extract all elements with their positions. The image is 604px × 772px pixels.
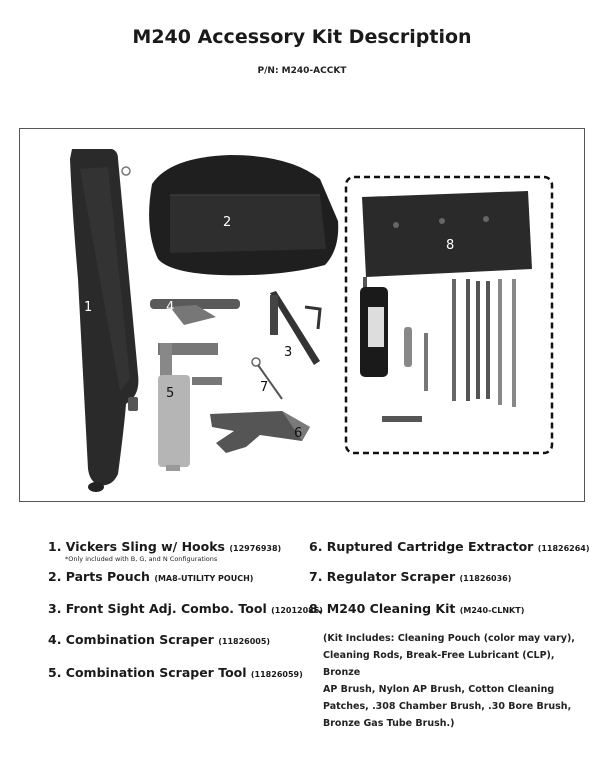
item-6-name: 6. Ruptured Cartridge Extractor (309, 539, 534, 554)
front-sight-tool-image (270, 291, 320, 365)
photo-label-7: 7 (260, 380, 269, 395)
photo-label-2: 2 (223, 215, 232, 230)
item-1-name: 1. Vickers Sling w/ Hooks (48, 539, 225, 554)
item-5-name: 5. Combination Scraper Tool (48, 665, 247, 680)
item-8-pn: (M240-CLNKT) (459, 606, 525, 615)
kit-includes-line: Patches, .308 Chamber Brush, .30 Bore Brush, (323, 701, 572, 712)
kit-includes-line: Cleaning Rods, Break-Free Lubricant (CLP), Bronze (323, 650, 555, 678)
photo-label-3: 3 (284, 345, 293, 360)
kit-includes-line: (Kit Includes: Cleaning Pouch (color may vary), (323, 633, 575, 644)
page-title: M240 Accessory Kit Description (132, 26, 472, 48)
kit-includes-line: Bronze Gas Tube Brush.) (323, 718, 455, 729)
item-4-name: 4. Combination Scraper (48, 632, 214, 647)
item-2-pn: (MA8-UTILITY POUCH) (154, 574, 254, 583)
item-7-name: 7. Regulator Scraper (309, 569, 456, 584)
item-1-pn: (12976938) (229, 544, 282, 553)
parts-pouch-image (149, 155, 338, 275)
item-3 (48, 601, 323, 616)
photo-label-5: 5 (166, 386, 175, 401)
item-8-name: 8. M240 Cleaning Kit (309, 601, 456, 616)
item-3-pn: (12012086) (271, 606, 323, 615)
photo-label-4: 4 (166, 300, 175, 315)
item-2-name: 2. Parts Pouch (48, 569, 150, 584)
item-1 (48, 539, 281, 554)
item-4-pn: (11826005) (218, 637, 271, 646)
item-7-pn: (11826036) (459, 574, 512, 583)
photo-label-6: 6 (294, 426, 303, 441)
kit-photo-illustration (20, 129, 586, 503)
combination-scraper-image (150, 299, 240, 325)
photo-label-1: 1 (84, 300, 93, 315)
item-5 (48, 665, 303, 680)
sling-note: *Only included with B, G, and N Configurations (65, 555, 218, 563)
item-8 (309, 601, 524, 616)
photo-label-8: 8 (446, 238, 455, 253)
kit-includes-line: AP Brush, Nylon AP Brush, Cotton Cleaning (323, 684, 555, 695)
item-3-name: 3. Front Sight Adj. Combo. Tool (48, 601, 267, 616)
combination-scraper-tool-image (158, 343, 222, 471)
item-4 (48, 632, 270, 647)
item-2 (48, 569, 253, 584)
item-6 (309, 539, 590, 554)
item-7 (309, 569, 511, 584)
kit-photo (19, 128, 585, 502)
kit-includes (323, 630, 593, 732)
vickers-sling-image (70, 149, 138, 492)
item-6-pn: (11826264) (537, 544, 590, 553)
part-number: P/N: M240-ACCKT (257, 66, 347, 76)
item-5-pn: (11826059) (250, 670, 303, 679)
cleaning-kit-image (360, 191, 532, 419)
